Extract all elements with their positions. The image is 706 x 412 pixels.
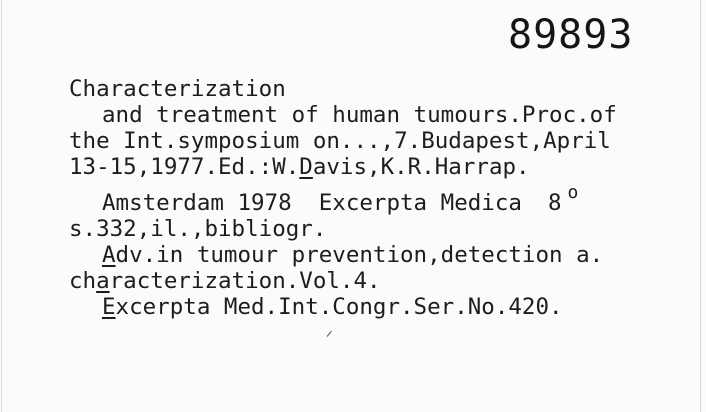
conference-line: the Int.symposium on...,7.Budapest,April — [69, 128, 611, 154]
series-underlined-letter: A — [102, 242, 116, 268]
title-continuation-line: and treatment of human tumours.Proc.of — [102, 102, 617, 128]
volume-underlined-letter: a — [96, 268, 110, 294]
volume-text-start: ch — [69, 268, 97, 294]
series-title-line — [102, 242, 603, 268]
right-edge-line — [700, 0, 701, 412]
card-number: 89893 — [508, 12, 634, 58]
editors-underlined-letter: D — [299, 154, 313, 180]
collation-line: s.332,il.,bibliogr. — [69, 216, 327, 242]
series-title-text: dv.in tumour prevention,detection a. — [115, 242, 604, 268]
imprint-line — [102, 182, 579, 218]
editors-text-start: 13-15,1977.Ed.:W. — [69, 154, 300, 180]
editors-line — [69, 154, 530, 180]
editors-text-end: avis,K.R.Harrap. — [312, 154, 530, 180]
left-edge-line — [1, 0, 2, 412]
format-value: 8 — [547, 190, 562, 216]
congress-series-text: xcerpta Med.Int.Congr.Ser.No.420. — [115, 294, 563, 320]
pencil-mark — [327, 331, 332, 337]
congress-series-line — [102, 294, 563, 320]
congress-underlined-letter: E — [102, 294, 116, 320]
title-line: Characterization — [69, 76, 286, 102]
imprint-text: Amsterdam 1978 Excerpta Medica — [102, 190, 522, 216]
series-volume-line — [69, 268, 381, 294]
volume-text-end: racterization.Vol.4. — [109, 268, 381, 294]
format-superscript: o — [567, 182, 579, 203]
